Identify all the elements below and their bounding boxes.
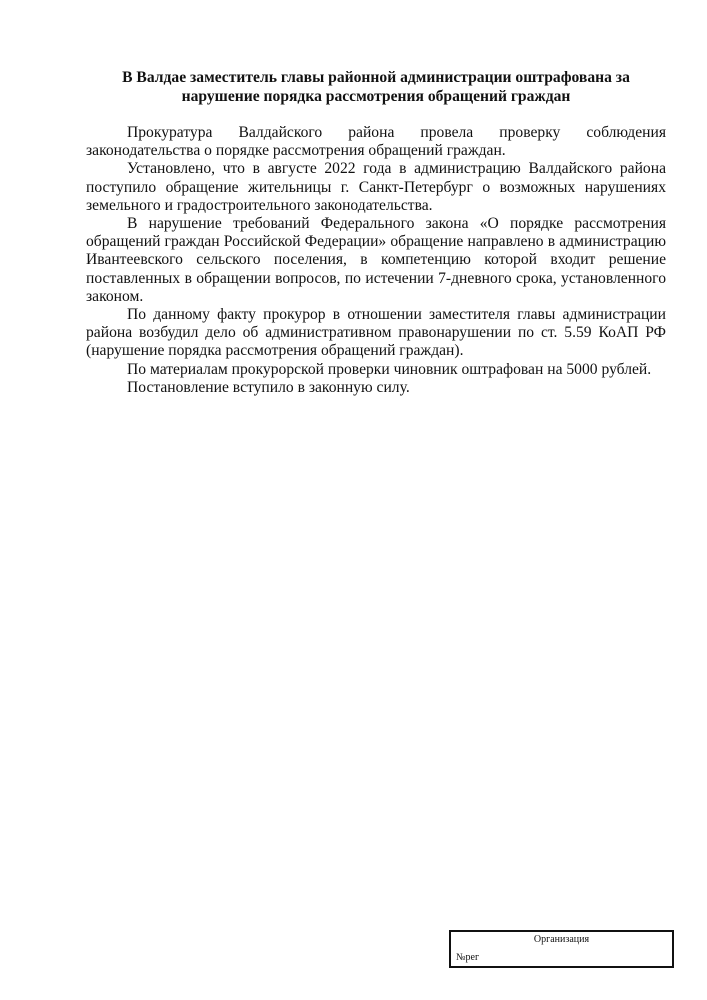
paragraph-5: По материалам прокурорской проверки чиновник оштрафован на 5000 рублей. [127, 360, 652, 378]
paragraph-6: Постановление вступило в законную силу. [127, 378, 410, 396]
paragraph-3: В нарушение требований Федерального закона «О порядке рассмотрения обращений граждан Российской Федерации» обращение направлено в администрацию Ивантеевского сельского поселения, в компетенцию которой входит решение поставленных в обращении вопросов, по истечении 7-дневного срока, установленного законом. [86, 215, 666, 305]
registration-stamp-box [449, 930, 674, 968]
organization-label: Организация [533, 934, 590, 945]
paragraph-4: По данному факту прокурор в отношении заместителя главы администрации района возбудил дело об административном правонарушении по ст. 5.59 КоАП РФ (нарушение порядка рассмотрения обращений граждан). [86, 306, 666, 360]
registration-number-label: №рег [456, 952, 480, 963]
stamp-divider [451, 947, 672, 948]
document-title: В Валдае заместитель главы районной администрации оштрафована за нарушение порядка рассмотрения обращений граждан [122, 69, 630, 105]
paragraph-2: Установлено, что в августе 2022 года в администрацию Валдайского района поступило обращение жительницы г. Санкт-Петербург о возможных нарушениях земельного и градостроительного законодательства. [86, 160, 666, 214]
document-body [86, 124, 666, 397]
paragraph-1: Прокуратура Валдайского района провела проверку соблюдения законодательства о порядке рассмотрения обращений граждан. [86, 124, 666, 160]
